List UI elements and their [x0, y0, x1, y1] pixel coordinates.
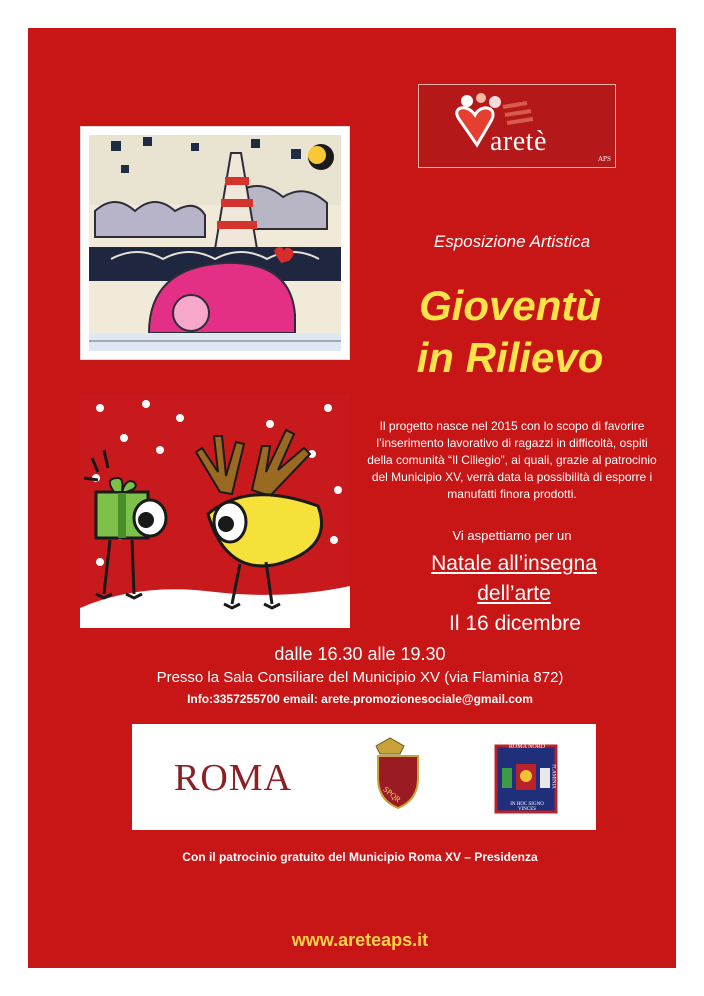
event-place: Presso la Sala Consiliare del Municipio XV (via Flaminia 872): [156, 669, 564, 686]
artwork-reindeer-gift: [80, 394, 350, 628]
patronage-note: Con il patrocinio gratuito del Municipio Roma XV – Presidenza: [182, 850, 538, 864]
spqr-text: SPQR: [381, 784, 403, 805]
arete-logo-text: aretè: [490, 126, 547, 157]
event-description: Il progetto nasce nel 2015 con lo scopo di favorire l’inserimento lavorativo di ragazzi in difficoltà, ospiti della comunità “Il Ciliegio”, ai quali, grazie al patrocinio del Municipio XV, verrà data la possibilità di esporre i manufatti finora prodotti.: [367, 419, 657, 501]
event-time: dalle 16.30 alle 19.30: [274, 644, 446, 664]
event-tagline-line2: dell’arte: [477, 582, 551, 605]
municipio-crest-left-text: CASSIA: [483, 769, 489, 788]
municipio-crest-right-text: FLAMINIA: [550, 764, 556, 789]
website-link[interactable]: www.areteaps.it: [291, 930, 429, 950]
roma-wordmark: ROMA: [174, 757, 293, 799]
municipio-crest-bottom-text: IN HOC SIGNO VINCES: [510, 802, 544, 812]
event-subtitle: Esposizione Artistica: [433, 232, 591, 251]
event-invite: Vi aspettiamo per un: [452, 528, 572, 543]
event-title-line2: in Rilievo: [416, 334, 604, 381]
event-date: Il 16 dicembre: [449, 612, 581, 635]
event-contact-info: Info:3357255700 email: arete.promozionesociale@gmail.com: [187, 692, 533, 706]
arete-logo-aps: APS: [598, 155, 611, 163]
event-title-line1: Gioventù: [418, 282, 601, 329]
municipio-crest-top-text: ROMA NORD: [508, 744, 546, 750]
event-tagline-line1: Natale all’insegna: [431, 552, 597, 575]
event-tagline: [388, 549, 640, 609]
artwork-lighthouse: [80, 126, 350, 360]
event-title: [360, 280, 660, 384]
